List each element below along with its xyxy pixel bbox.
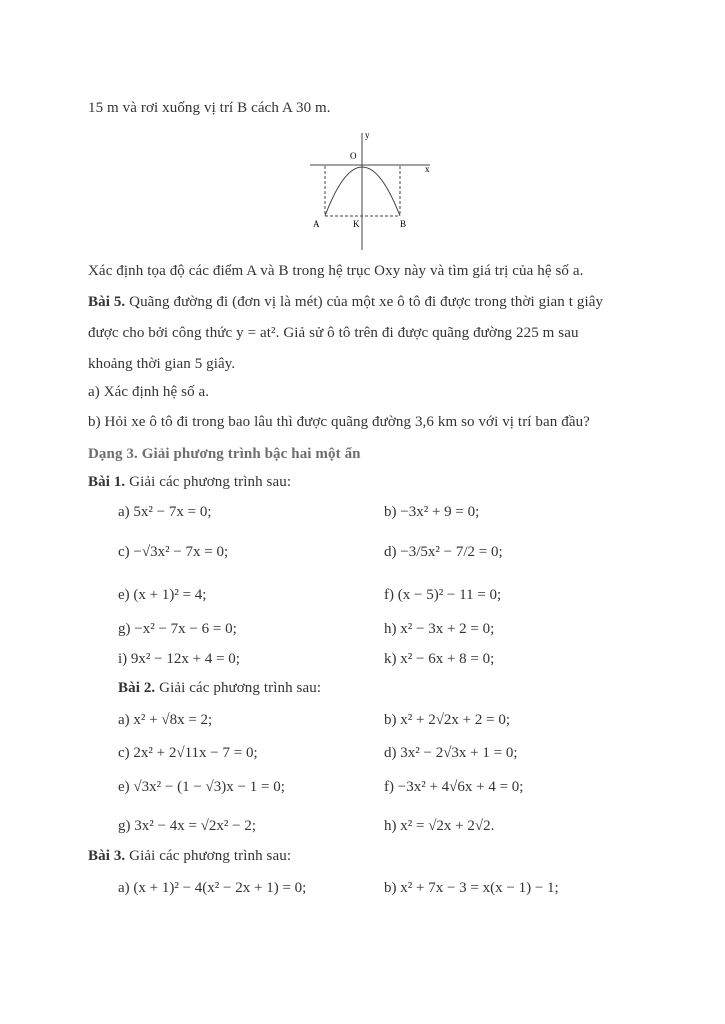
bai5-part-b: b) Hỏi xe ô tô đi trong bao lâu thì được quãng đường 3,6 km so với vị trí ban đầu?	[88, 414, 590, 430]
bai3-title: Bài 3.	[88, 848, 126, 864]
bai5-line1	[88, 294, 603, 311]
question-line: Xác định tọa độ các điểm A và B trong hệ trục Oxy này và tìm giá trị của hệ số a.	[88, 263, 584, 279]
bai1-item-h: h) x² − 3x + 2 = 0;	[384, 621, 495, 637]
bai1-item-c: c) −√3x² − 7x = 0;	[118, 544, 229, 560]
bai1-prompt: Giải các phương trình sau:	[129, 474, 292, 490]
bai2-item-a: a) x² + √8x = 2;	[118, 712, 213, 728]
bai5-line2: được cho bởi công thức y = at². Giả sử ô tô trên đi được quãng đường 225 m sau	[88, 325, 579, 341]
bai5-title: Bài 5.	[88, 294, 126, 310]
bai2-header	[118, 680, 321, 697]
bai1-item-a: a) 5x² − 7x = 0;	[118, 504, 212, 520]
bai1-item-f: f) (x − 5)² − 11 = 0;	[384, 587, 502, 603]
bai1-item-i: i) 9x² − 12x + 4 = 0;	[118, 651, 240, 667]
bai2-item-b: b) x² + 2√2x + 2 = 0;	[384, 712, 511, 728]
bai1-item-d: d) −3/5x² − 7/2 = 0;	[384, 544, 503, 560]
bai3-item-a: a) (x + 1)² − 4(x² − 2x + 1) = 0;	[118, 880, 307, 896]
bai5-line3: khoảng thời gian 5 giây.	[88, 356, 236, 372]
bai1-header	[88, 474, 291, 491]
label-y: y	[365, 130, 370, 140]
label-b: B	[400, 219, 407, 229]
bai5-text1: Quãng đường đi (đơn vị là mét) của một xe ô tô đi được trong thời gian t giây	[129, 294, 604, 310]
bai2-title: Bài 2.	[118, 680, 156, 696]
bai5-part-a: a) Xác định hệ số a.	[88, 384, 210, 400]
bai3-header	[88, 848, 291, 865]
bai1-item-b: b) −3x² + 9 = 0;	[384, 504, 480, 520]
label-x: x	[425, 164, 430, 174]
bai1-item-k: k) x² − 6x + 8 = 0;	[384, 651, 495, 667]
bai1-title: Bài 1.	[88, 474, 126, 490]
label-k: K	[353, 219, 360, 229]
intro-line: 15 m và rơi xuống vị trí B cách A 30 m.	[88, 100, 331, 116]
label-a: A	[313, 219, 320, 229]
bai3-item-b: b) x² + 7x − 3 = x(x − 1) − 1;	[384, 880, 559, 896]
bai1-item-e: e) (x + 1)² = 4;	[118, 587, 207, 603]
bai2-item-e: e) √3x² − (1 − √3)x − 1 = 0;	[118, 779, 285, 795]
bai2-prompt: Giải các phương trình sau:	[159, 680, 322, 696]
bai1-item-g: g) −x² − 7x − 6 = 0;	[118, 621, 237, 637]
bai2-item-c: c) 2x² + 2√11x − 7 = 0;	[118, 745, 258, 761]
bai2-item-f: f) −3x² + 4√6x + 4 = 0;	[384, 779, 524, 795]
label-o: O	[350, 151, 357, 161]
dang3-heading: Dạng 3. Giải phương trình bậc hai một ẩn	[88, 446, 361, 462]
bai3-prompt: Giải các phương trình sau:	[129, 848, 292, 864]
bai2-item-g: g) 3x² − 4x = √2x² − 2;	[118, 818, 257, 834]
bai2-item-d: d) 3x² − 2√3x + 1 = 0;	[384, 745, 518, 761]
bai2-item-h: h) x² = √2x + 2√2.	[384, 818, 495, 834]
parabola-figure	[305, 128, 445, 253]
